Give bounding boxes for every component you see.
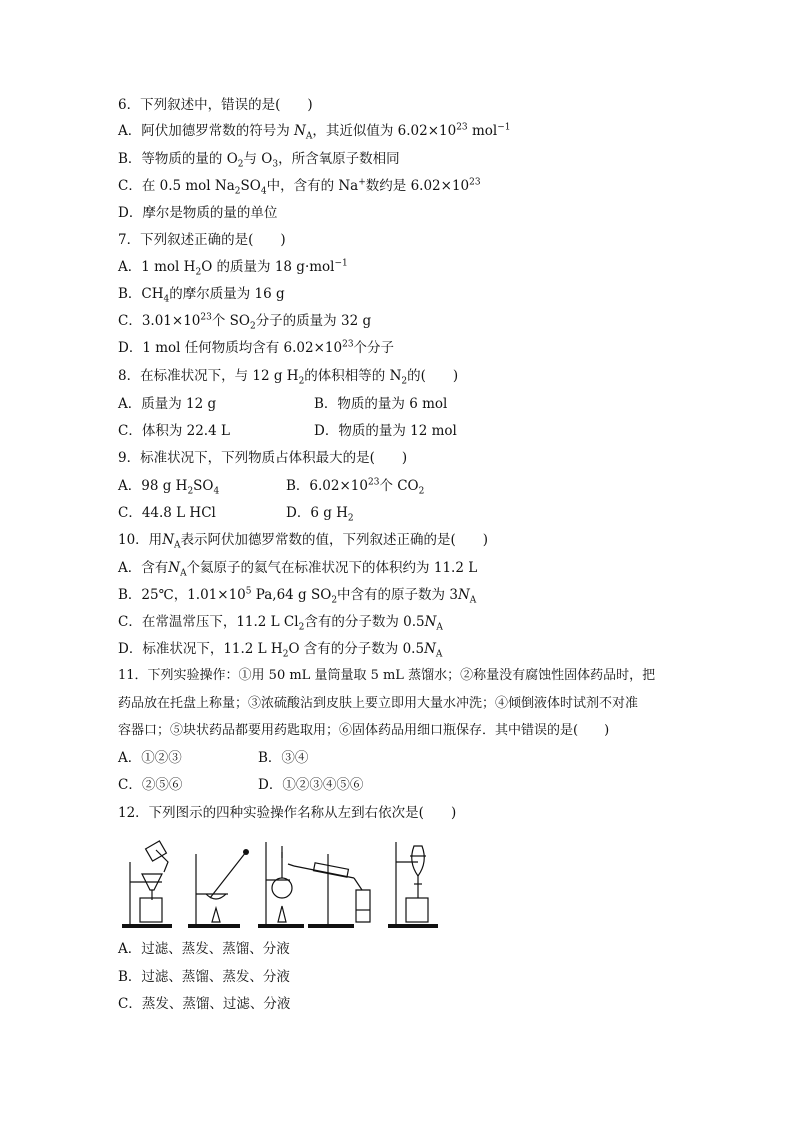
q11-option-c[interactable]: C．②⑤⑥: [118, 777, 183, 793]
q6-stem: 6．下列叙述中，错误的是( ): [118, 97, 313, 113]
lab-apparatus-figure: [118, 832, 478, 932]
q8-option-c[interactable]: C．体积为 22.4 L: [118, 423, 230, 439]
q10-stem: 10．用$N_A$表示阿伏加德罗常数的值，下列叙述正确的是( ): [118, 532, 489, 551]
q12-stem: 12．下列图示的四种实验操作名称从左到右依次是( ): [118, 805, 457, 821]
q12-option-a[interactable]: A．过滤、蒸发、蒸馏、分液: [118, 941, 290, 957]
q9-option-c[interactable]: C．44.8 L HCl: [118, 505, 216, 521]
q10-option-c[interactable]: C．在常温常压下，11.2 L $Cl_2$含有的分子数为 $0.5N_A$: [118, 614, 443, 633]
q11-stem-line-2: 药品放在托盘上称量；③浓硫酸沾到皮肤上要立即用大量水冲洗；④倾倒液体时试剂不对准: [118, 696, 639, 711]
q8-option-a[interactable]: A．质量为 12 g: [118, 396, 217, 412]
q7-option-c[interactable]: C．$3.01\times 10^{23}$个 $SO_2$分子的质量为 32 g: [118, 312, 372, 332]
q11-option-a[interactable]: A．①②③: [118, 750, 182, 766]
distillation-apparatus-icon: [258, 842, 304, 928]
q9-option-d[interactable]: D．6 g $H_2$: [286, 505, 354, 524]
q11-stem-line-1: 11．下列实验操作：①用 50 mL 量筒量取 5 mL 蒸馏水；②称量没有腐蚀性固体药品时，把: [118, 668, 656, 683]
q11-option-d[interactable]: D．①②③④⑤⑥: [258, 777, 364, 793]
q11-option-b[interactable]: B．③④: [258, 750, 309, 766]
separatory-funnel-icon: [388, 842, 438, 928]
condenser-apparatus-icon: [294, 854, 370, 928]
q7-option-b[interactable]: B．$CH_4$的摩尔质量为 16 g: [118, 286, 285, 305]
q10-option-d[interactable]: D．标准状况下，11.2 L $H_2O$ 含有的分子数为 $0.5N_A$: [118, 641, 443, 660]
q10-option-a[interactable]: A．含有$N_A$个氦原子的氦气在标准状况下的体积约为 11.2 L: [118, 560, 478, 579]
q6-option-a[interactable]: A．阿伏加德罗常数的符号为 $N_A$，其近似值为 $6.02\times 10^{23}$ mol$^{-1}$: [118, 122, 511, 142]
filtration-apparatus-icon: [122, 841, 172, 928]
q8-stem: 8．在标准状况下，与 12 g $H_2$的体积相等的 $N_2$的( ): [118, 368, 459, 387]
q9-option-a[interactable]: A．98 g $H_2SO_4$: [118, 478, 220, 497]
q8-option-d[interactable]: D．物质的量为 12 mol: [314, 423, 457, 439]
q7-option-a[interactable]: A．1 mol $H_2O$ 的质量为 18 g·mol$^{-1}$: [118, 258, 348, 278]
q11-stem-line-3: 容器口；⑤块状药品都要用药匙取用；⑥固体药品用细口瓶保存．其中错误的是( ): [118, 723, 610, 738]
q8-option-b[interactable]: B．物质的量为 6 mol: [314, 396, 448, 412]
q12-option-c[interactable]: C．蒸发、蒸馏、过滤、分液: [118, 996, 291, 1012]
q6-option-b[interactable]: B．等物质的量的 $O_2$与 $O_3$，所含氧原子数相同: [118, 151, 400, 170]
q7-option-d[interactable]: D．1 mol 任何物质均含有 $6.02\times 10^{23}$个分子: [118, 339, 395, 356]
q9-stem: 9．标准状况下，下列物质占体积最大的是( ): [118, 450, 408, 466]
q7-stem: 7．下列叙述正确的是( ): [118, 232, 286, 248]
evaporation-apparatus-icon: [188, 849, 249, 928]
q9-option-b[interactable]: B．$6.02\times 10^{23}$个 $CO_2$: [286, 477, 425, 497]
q12-option-b[interactable]: B．过滤、蒸馏、蒸发、分液: [118, 969, 290, 985]
q6-option-d[interactable]: D．摩尔是物质的量的单位: [118, 205, 278, 221]
q6-option-c[interactable]: C．在 0.5 mol $Na_2SO_4$中，含有的 Na+数约是 $6.02\times 10^{23}$: [118, 177, 481, 197]
q10-option-b[interactable]: B．25℃，$1.01\times 10^5$ Pa,64 g $SO_2$中含有的原子数为 $3N_A$: [118, 586, 477, 606]
